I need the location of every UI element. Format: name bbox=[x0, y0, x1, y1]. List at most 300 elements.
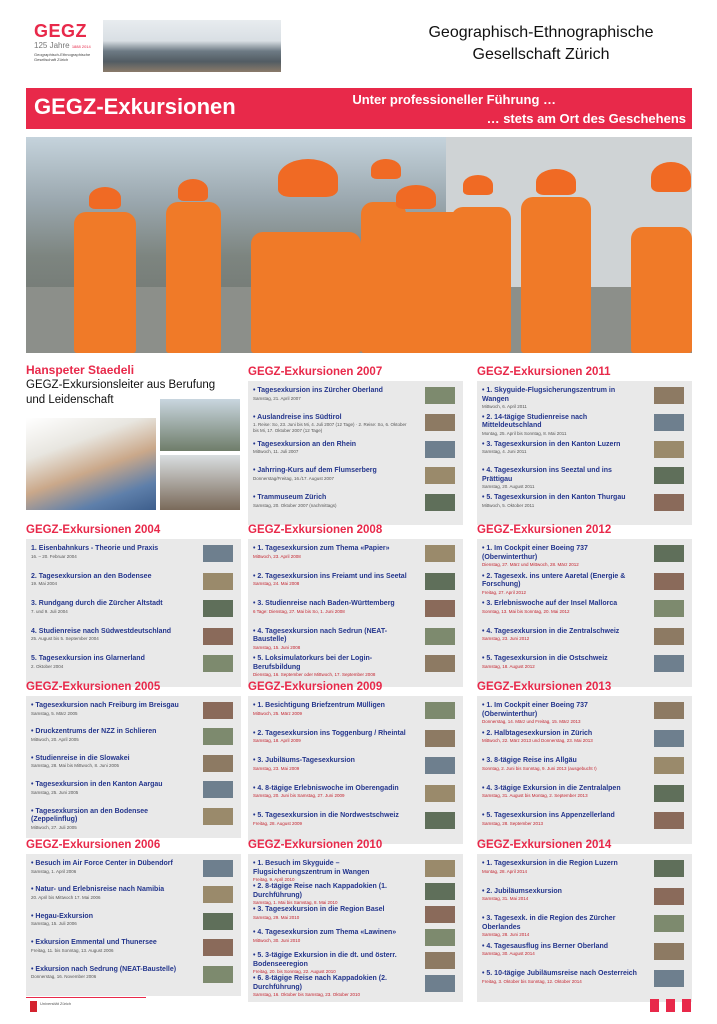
block-title: GEGZ-Exkursionen 2010 bbox=[248, 839, 383, 851]
excursion-block bbox=[26, 838, 241, 980]
excursion-title: • 2. 8-tägige Reise nach Kappadokien (1. Durchführung) bbox=[253, 883, 387, 899]
excursion-item bbox=[31, 913, 191, 927]
excursion-item bbox=[253, 600, 413, 614]
staff-portrait-image bbox=[26, 418, 156, 510]
tagline-2: … stets am Ort des Geschehens bbox=[486, 111, 686, 126]
excursion-thumbnail bbox=[654, 943, 684, 960]
excursion-list-panel bbox=[26, 854, 241, 996]
helmet-icon bbox=[371, 159, 401, 179]
logo-anniversary-text: 125 Jahre bbox=[34, 41, 70, 50]
excursion-date: 1. Reise: So, 23. Juni bis Mi, 4. Juli 2007 (12 Tage) · 2. Reise: So, 6. Oktober bis Mi, 17. Oktober 2007 (12 Tage) bbox=[253, 422, 407, 433]
excursion-thumbnail bbox=[654, 970, 684, 987]
excursion-block bbox=[248, 523, 463, 678]
decor-square-icon bbox=[666, 999, 675, 1012]
logo-years: 1888 2014 bbox=[71, 44, 91, 49]
excursion-list-panel bbox=[248, 854, 463, 1002]
excursion-date: Samstag, 15. Juli 2006 bbox=[31, 921, 77, 927]
excursion-item bbox=[253, 545, 413, 559]
excursion-block bbox=[26, 523, 241, 669]
excursion-item bbox=[482, 730, 642, 744]
excursion-title: • 5. 3-tägige Exkursion in die dt. und österr. Bodenseeregion bbox=[253, 952, 397, 968]
excursion-item bbox=[31, 808, 191, 831]
excursion-title: • 4. Tagesausflug ins Berner Oberland bbox=[482, 942, 609, 950]
block-title: GEGZ-Exkursionen 2014 bbox=[477, 839, 612, 851]
helmet-icon bbox=[651, 162, 691, 192]
excursion-date: Samstag, 4. Juni 2011 bbox=[482, 449, 527, 455]
excursion-date: Donnerstag, 14. März und Freitag, 15. März 2013 bbox=[482, 719, 581, 724]
excursion-block bbox=[477, 523, 692, 669]
excursion-title: • 1. Tagesexkursion zum Thema «Papier» bbox=[253, 545, 390, 552]
excursion-date: Samstag, 30. August 2014 bbox=[482, 951, 535, 957]
organization-name bbox=[391, 22, 691, 66]
excursion-item bbox=[482, 387, 642, 410]
excursion-date: Samstag, 20. Oktober 2007 (nachmittags) bbox=[253, 502, 337, 508]
excursion-title: • 3. Tagesexkursion in die Region Basel bbox=[253, 906, 385, 913]
staff-name: Hanspeter Staedeli bbox=[26, 363, 135, 377]
decor-square-icon bbox=[682, 999, 691, 1012]
excursion-title: 2. Tagesexkursion an den Bodensee bbox=[31, 572, 152, 580]
excursion-item bbox=[253, 757, 413, 771]
excursion-title: • 5. Loksimulatorkurs bei der Login-Berufsbildung bbox=[253, 655, 373, 671]
excursion-title: • 2. Tagesexkursion ins Toggenburg / Rheintal bbox=[253, 729, 406, 737]
excursion-title: • 1. Im Cockpit einer Boeing 737 (Oberwinterthur) bbox=[482, 545, 588, 561]
excursion-item bbox=[253, 975, 413, 998]
excursion-item bbox=[253, 883, 413, 906]
excursion-title: • Studienreise in die Slowakei bbox=[31, 754, 130, 762]
excursion-thumbnail bbox=[203, 702, 233, 719]
block-title: GEGZ-Exkursionen 2004 bbox=[26, 524, 161, 536]
excursion-thumbnail bbox=[654, 757, 684, 774]
header bbox=[0, 0, 717, 86]
excursion-item bbox=[253, 906, 413, 920]
excursion-date: 25. August bis 5. September 2004 bbox=[31, 636, 99, 642]
excursion-date: Samstag, 25. Juni 2005 bbox=[31, 789, 79, 795]
excursion-item bbox=[482, 970, 642, 984]
excursion-item bbox=[253, 655, 413, 678]
excursion-item bbox=[253, 467, 413, 481]
excursion-date: Dienstag, 16. September oder Mittwoch, 17. September 2008 bbox=[253, 672, 376, 678]
logo-anniversary bbox=[34, 41, 98, 52]
excursion-item bbox=[482, 494, 642, 508]
excursion-title: • 3. Tagesexk. in die Region des Zürcher Oberlandes bbox=[482, 915, 616, 931]
excursion-item bbox=[253, 952, 413, 975]
excursion-date: Samstag, 1. April 2006 bbox=[31, 868, 77, 874]
excursion-thumbnail bbox=[654, 545, 684, 562]
excursion-item bbox=[31, 781, 191, 795]
excursion-thumbnail bbox=[425, 757, 455, 774]
excursion-list-panel bbox=[26, 539, 241, 687]
excursion-date: Mittwoch, 30. Juni 2010 bbox=[253, 937, 301, 943]
excursion-item bbox=[31, 755, 191, 769]
excursion-date: 19. Mai 2004 bbox=[31, 581, 58, 587]
excursion-date: Samstag, 20. Juni bis Samstag, 27. Juni 2009 bbox=[253, 793, 345, 799]
excursion-title: • 6. 8-tägige Reise nach Kappadokien (2. Durchführung) bbox=[253, 975, 387, 991]
logo-org: Geographisch-Ethnographische Gesellschaft Zürich bbox=[34, 52, 91, 62]
person bbox=[251, 232, 361, 353]
excursion-thumbnail bbox=[203, 728, 233, 745]
excursion-block bbox=[248, 838, 463, 997]
excursion-list-panel bbox=[477, 381, 692, 525]
excursion-item bbox=[482, 600, 642, 614]
excursion-item bbox=[482, 467, 642, 490]
excursion-title: • Tagesexkursion an den Rhein bbox=[253, 440, 357, 448]
excursion-thumbnail bbox=[425, 702, 455, 719]
excursion-thumbnail bbox=[425, 655, 455, 672]
excursion-list-panel bbox=[248, 539, 463, 687]
excursion-thumbnail bbox=[203, 755, 233, 772]
title-banner bbox=[26, 88, 692, 129]
excursion-date: Donnerstag/Freitag, 16./17. August 2007 bbox=[253, 475, 335, 481]
excursion-thumbnail bbox=[654, 441, 684, 458]
excursion-item bbox=[482, 545, 642, 568]
excursion-date: Samstag, 20. August 2011 bbox=[482, 484, 535, 490]
excursion-title: • 1. Tagesexkursion in die Region Luzern bbox=[482, 860, 618, 867]
excursion-list-panel bbox=[477, 696, 692, 844]
excursion-thumbnail bbox=[203, 886, 233, 903]
excursion-date: Samstag, 16. Oktober bis Samstag, 23. Oktober 2010 bbox=[253, 992, 361, 997]
excursion-thumbnail bbox=[654, 655, 684, 672]
excursion-title: • 5. Tagesexkursion in den Kanton Thurgau bbox=[482, 494, 626, 502]
gegz-logo bbox=[34, 22, 98, 68]
city-panorama-image bbox=[103, 20, 281, 72]
excursion-item bbox=[31, 600, 191, 614]
excursion-thumbnail bbox=[654, 414, 684, 431]
excursion-title: • 1. Besichtigung Briefzentrum Mülligen bbox=[253, 702, 385, 709]
block-title: GEGZ-Exkursionen 2006 bbox=[26, 839, 161, 851]
excursion-thumbnail bbox=[425, 600, 455, 617]
excursion-title: • Tagesexkursion an den Bodensee (Zeppelinflug) bbox=[31, 807, 149, 824]
excursion-title: • 3. 8-tägige Reise ins Allgäu bbox=[482, 757, 577, 765]
excursion-thumbnail bbox=[654, 573, 684, 590]
excursion-title: • Druckzentrums der NZZ in Schlieren bbox=[31, 728, 157, 736]
excursion-date: Mittwoch, 5. Oktober 2011 bbox=[482, 502, 535, 508]
excursion-date: Mittwoch, 20. April 2005 bbox=[31, 736, 79, 742]
excursion-date: Samstag, 21. April 2007 bbox=[253, 395, 301, 401]
excursion-date: Freitag, 9. April 2010 bbox=[253, 877, 295, 882]
excursion-thumbnail bbox=[654, 628, 684, 645]
excursion-title: • 4. Tagesexkursion nach Sedrun (NEAT-Baustelle) bbox=[253, 627, 388, 644]
excursion-item bbox=[253, 785, 413, 799]
tagline-1: Unter professioneller Führung … bbox=[352, 92, 556, 107]
excursion-thumbnail bbox=[425, 467, 455, 484]
excursion-date: 20. April bis Mittwoch 17. Mai 2006 bbox=[31, 894, 101, 900]
excursion-title: • 5. Tagesexkursion ins Appenzellerland bbox=[482, 812, 615, 820]
staff-role-1: GEGZ-Exkursionsleiter aus Berufung bbox=[26, 379, 216, 391]
university-logo-icon bbox=[30, 1001, 37, 1012]
excursion-item bbox=[482, 414, 642, 437]
excursion-item bbox=[253, 494, 413, 508]
excursion-date: 7. und 9. Juli 2004 bbox=[31, 608, 68, 614]
block-title: GEGZ-Exkursionen 2007 bbox=[248, 366, 383, 378]
excursion-title: • 4. Tagesexkursion in die Zentralschweiz bbox=[482, 627, 620, 635]
excursion-date: Mittwoch, 27. Juli 2005 bbox=[31, 824, 77, 830]
excursion-title: 5. Tagesexkursion ins Glarnerland bbox=[31, 655, 145, 663]
person bbox=[521, 197, 591, 353]
excursion-date: 6 Tage: Dienstag, 27. Mai bis So, 1. Juni 2008 bbox=[253, 608, 345, 614]
excursion-item bbox=[31, 545, 191, 559]
block-title: GEGZ-Exkursionen 2008 bbox=[248, 524, 383, 536]
excursion-thumbnail bbox=[203, 600, 233, 617]
excursion-thumbnail bbox=[654, 600, 684, 617]
person bbox=[451, 207, 511, 353]
excursion-thumbnail bbox=[203, 913, 233, 930]
excursion-thumbnail bbox=[203, 860, 233, 877]
excursion-title: 3. Rundgang durch die Zürcher Altstadt bbox=[31, 600, 163, 608]
excursion-item bbox=[31, 628, 191, 642]
excursion-title: • 5. Tagesexkursion in die Ostschweiz bbox=[482, 655, 608, 663]
excursion-date: Samstag, 31. Mai 2014 bbox=[482, 896, 529, 902]
excursion-date: Freitag, 3. Oktober bis Sonntag, 12. Oktober 2014 bbox=[482, 978, 582, 984]
footer-divider bbox=[26, 997, 146, 998]
excursion-item bbox=[31, 655, 191, 669]
excursion-list-panel bbox=[248, 696, 463, 844]
excursion-block bbox=[477, 365, 692, 508]
excursion-thumbnail bbox=[654, 702, 684, 719]
excursion-thumbnail bbox=[203, 939, 233, 956]
excursion-title: • 4. Tagesexkursion ins Seeztal und ins Prättigau bbox=[482, 467, 612, 483]
excursion-item bbox=[31, 702, 191, 716]
staff-role-2: und Leidenschaft bbox=[26, 394, 114, 406]
excursion-thumbnail bbox=[203, 655, 233, 672]
excursion-title: • 1. Skyguide-Flugsicherungszentrum in Wangen bbox=[482, 387, 616, 403]
excursion-thumbnail bbox=[203, 573, 233, 590]
block-title: GEGZ-Exkursionen 2005 bbox=[26, 681, 161, 693]
excursion-title: • Natur- und Erlebnisreise nach Namibia bbox=[31, 886, 165, 894]
helmet-icon bbox=[463, 175, 493, 195]
excursion-date: Samstag, 28. September 2013 bbox=[482, 820, 544, 826]
person bbox=[74, 212, 136, 353]
excursion-thumbnail bbox=[425, 906, 455, 923]
excursion-item bbox=[482, 860, 642, 874]
helmet-icon bbox=[536, 169, 576, 195]
excursion-thumbnail bbox=[425, 883, 455, 900]
excursion-title: • 3. Tagesexkursion in den Kanton Luzern bbox=[482, 440, 621, 448]
banner-tagline bbox=[352, 90, 686, 128]
excursion-title: • 4. 3-tägige Exkursion in die Zentralalpen bbox=[482, 784, 621, 792]
excursion-item bbox=[31, 886, 191, 900]
excursion-title: • Exkursion Emmental und Thunersee bbox=[31, 939, 157, 947]
excursion-item bbox=[253, 812, 413, 826]
excursion-thumbnail bbox=[654, 494, 684, 511]
person bbox=[631, 227, 692, 353]
excursion-date: Samstag, 18. April 2009 bbox=[253, 738, 301, 744]
excursion-thumbnail bbox=[654, 812, 684, 829]
excursion-date: Mittwoch, 25. März 2009 bbox=[253, 710, 303, 716]
banner-title: GEGZ-Exkursionen bbox=[34, 94, 236, 119]
excursion-item bbox=[31, 939, 191, 953]
excursion-date: Dienstag, 27. März und Mittwoch, 28. März 2012 bbox=[482, 562, 579, 567]
excursion-date: Samstag, 28. Juni 2014 bbox=[482, 932, 530, 938]
excursion-title: • 2. Halbtagesexkursion in Zürich bbox=[482, 729, 593, 737]
excursion-date: 2. Oktober 2004 bbox=[31, 663, 64, 669]
excursion-title: • 5. Tagesexkursion in die Nordwestschweiz bbox=[253, 812, 399, 820]
excursion-list-panel bbox=[26, 696, 241, 838]
org-line-1: Geographisch-Ethnographische bbox=[428, 24, 654, 41]
excursion-title: • Tagesexkursion ins Zürcher Oberland bbox=[253, 387, 383, 394]
excursion-title: 1. Eisenbahnkurs - Theorie und Praxis bbox=[31, 545, 159, 552]
excursion-title: • Jahrring-Kurs auf dem Flumserberg bbox=[253, 467, 377, 475]
excursion-thumbnail bbox=[425, 545, 455, 562]
excursion-item bbox=[482, 943, 642, 957]
excursion-thumbnail bbox=[425, 573, 455, 590]
excursion-item bbox=[253, 628, 413, 651]
block-title: GEGZ-Exkursionen 2012 bbox=[477, 524, 612, 536]
excursion-thumbnail bbox=[654, 915, 684, 932]
excursion-thumbnail bbox=[425, 929, 455, 946]
excursion-item bbox=[482, 915, 642, 938]
logo-text: GEGZ bbox=[34, 21, 88, 41]
excursion-date: Samstag, 23. Mai 2009 bbox=[253, 765, 300, 771]
excursion-date: Sonntag, 13. Mai bis Sonntag, 20. Mai 2012 bbox=[482, 608, 570, 614]
excursion-title: • 2. Jubiläumsexkursion bbox=[482, 887, 562, 895]
excursion-block bbox=[248, 680, 463, 826]
excursion-item bbox=[253, 441, 413, 455]
excursion-thumbnail bbox=[425, 785, 455, 802]
excursion-item bbox=[482, 573, 642, 596]
excursion-thumbnail bbox=[654, 860, 684, 877]
excursion-date: Montag, 25. April bis Sonntag, 8. Mai 2011 bbox=[482, 430, 567, 436]
excursion-list-panel bbox=[477, 854, 692, 1002]
excursion-thumbnail bbox=[654, 730, 684, 747]
excursion-title: • 3. Erlebniswoche auf der Insel Mallorca bbox=[482, 600, 618, 608]
helmet-icon bbox=[278, 159, 338, 197]
excursion-title: • 4. 8-tägige Erlebniswoche im Oberengadin bbox=[253, 784, 399, 792]
helmet-icon bbox=[396, 185, 436, 209]
group-photo bbox=[26, 137, 692, 353]
excursion-title: • 2. 14-tägige Studienreise nach Mitteldeutschland bbox=[482, 413, 588, 430]
excursion-thumbnail bbox=[203, 966, 233, 983]
excursion-item bbox=[253, 702, 413, 716]
excursion-date: Mittwoch, 6. April 2011 bbox=[482, 404, 527, 409]
excursion-thumbnail bbox=[654, 387, 684, 404]
excursion-thumbnail bbox=[654, 888, 684, 905]
excursion-item bbox=[482, 888, 642, 902]
excursion-thumbnail bbox=[425, 441, 455, 458]
excursion-item bbox=[482, 702, 642, 725]
excursion-date: Freitag, 20. bis Sonntag, 22. August 2010 bbox=[253, 969, 336, 974]
excursion-date: Samstag, 24. Mai 2008 bbox=[253, 581, 300, 587]
excursion-title: • 4. Tagesexkursion zum Thema «Lawinen» bbox=[253, 929, 397, 936]
excursion-date: Samstag, 31. August bis Montag, 2. September 2013 bbox=[482, 793, 588, 799]
excursion-title: • 3. Studienreise nach Baden-Württemberg bbox=[253, 600, 395, 608]
org-line-2: Gesellschaft Zürich bbox=[472, 46, 610, 63]
excursion-title: • 2. Tagesexkursion ins Freiamt und ins Seetal bbox=[253, 572, 407, 580]
excursion-title: • 3. Jubiläums-Tagesexkursion bbox=[253, 757, 355, 765]
excursion-item bbox=[482, 785, 642, 799]
excursion-thumbnail bbox=[425, 387, 455, 404]
excursion-title: • 2. Tagesexk. ins untere Aaretal (Energie & Forschung) bbox=[482, 572, 626, 589]
helmet-icon bbox=[89, 187, 121, 209]
excursion-block bbox=[477, 838, 692, 984]
staff-photo-event bbox=[160, 455, 240, 510]
excursion-title: • Tagesexkursion in den Kanton Aargau bbox=[31, 781, 163, 789]
excursion-title: • 1. Besuch im Skyguide – Flugsicherungszentrum in Wangen bbox=[253, 860, 370, 876]
excursion-date: Montag, 28. April 2014 bbox=[482, 868, 528, 874]
excursion-item bbox=[482, 812, 642, 826]
excursion-item bbox=[253, 387, 413, 401]
decor-square-icon bbox=[650, 999, 659, 1012]
excursion-item bbox=[253, 730, 413, 744]
block-title: GEGZ-Exkursionen 2011 bbox=[477, 366, 611, 378]
excursion-title: • Exkursion nach Sedrung (NEAT-Baustelle) bbox=[31, 965, 177, 973]
staff-photo-group bbox=[160, 399, 240, 451]
excursion-date: Samstag, 15. Juni 2008 bbox=[253, 644, 301, 650]
excursion-title: 4. Studienreise nach Südwestdeutschland bbox=[31, 627, 172, 635]
excursion-item bbox=[482, 757, 642, 771]
excursion-title: • 5. 10-tägige Jubiläumsreise nach Oesterreich bbox=[482, 970, 637, 978]
excursion-thumbnail bbox=[203, 628, 233, 645]
excursion-date: Mittwoch, 23. April 2008 bbox=[253, 553, 301, 559]
excursion-date: Freitag, 28. August 2009 bbox=[253, 820, 303, 826]
excursion-date: Samstag, 29. Mai 2010 bbox=[253, 914, 300, 920]
excursion-thumbnail bbox=[425, 860, 455, 877]
excursion-date: Samstag, 28. Mai bis Mittwoch, 8. Juni 2005 bbox=[31, 763, 120, 769]
excursion-date: Samstag, 1. Mai bis Samstag, 8. Mai 2010 bbox=[253, 900, 338, 905]
excursion-thumbnail bbox=[425, 952, 455, 969]
excursion-item bbox=[482, 628, 642, 642]
excursion-date: Samstag, 5. März 2005 bbox=[31, 710, 78, 716]
excursion-item bbox=[253, 573, 413, 587]
block-title: GEGZ-Exkursionen 2009 bbox=[248, 681, 383, 693]
excursion-block bbox=[248, 365, 463, 508]
excursion-date: Donnerstag, 16. November 2006 bbox=[31, 974, 97, 980]
excursion-item bbox=[31, 728, 191, 742]
excursion-date: Freitag, 11. bis Sonntag, 13. August 2006 bbox=[31, 947, 114, 953]
excursion-title: • Tagesexkursion nach Freiburg im Breisgau bbox=[31, 702, 179, 709]
excursion-item bbox=[253, 414, 413, 434]
excursion-thumbnail bbox=[203, 781, 233, 798]
excursion-title: • Auslandreise ins Südtirol bbox=[253, 413, 342, 421]
excursion-item bbox=[31, 860, 191, 874]
excursion-date: Mittwoch, 22. März 2013 und Donnerstag, 23. Mai 2013 bbox=[482, 738, 593, 744]
excursion-thumbnail bbox=[654, 467, 684, 484]
excursion-item bbox=[482, 655, 642, 669]
excursion-item bbox=[253, 860, 413, 883]
excursion-item bbox=[253, 929, 413, 943]
excursion-title: • 1. Im Cockpit einer Boeing 737 (Oberwinterthur) bbox=[482, 702, 588, 718]
excursion-date: 16. – 20. Februar 2004 bbox=[31, 553, 77, 559]
excursion-date: Samstag, 18. August 2012 bbox=[482, 663, 535, 669]
excursion-thumbnail bbox=[425, 628, 455, 645]
excursion-thumbnail bbox=[654, 785, 684, 802]
excursion-date: Freitag, 27. April 2012 bbox=[482, 589, 527, 595]
excursion-date: Samstag, 23. Juni 2012 bbox=[482, 636, 530, 642]
person bbox=[166, 202, 221, 353]
excursion-item bbox=[31, 966, 191, 980]
excursion-thumbnail bbox=[203, 808, 233, 825]
excursion-thumbnail bbox=[425, 494, 455, 511]
excursion-title: • Trammuseum Zürich bbox=[253, 494, 327, 502]
helmet-icon bbox=[178, 179, 208, 201]
excursion-date: Sonntag, 2. Juni bis Sonntag, 9. Juni 2013 (ausgebucht !) bbox=[482, 765, 597, 771]
excursion-block bbox=[26, 680, 241, 830]
excursion-thumbnail bbox=[203, 545, 233, 562]
excursion-list-panel bbox=[477, 539, 692, 687]
excursion-title: • Besuch im Air Force Center in Dübendorf bbox=[31, 860, 173, 867]
excursion-thumbnail bbox=[425, 414, 455, 431]
excursion-list-panel bbox=[248, 381, 463, 525]
excursion-title: • Hegau-Exkursion bbox=[31, 912, 93, 920]
excursion-item bbox=[31, 573, 191, 587]
excursion-thumbnail bbox=[425, 975, 455, 992]
university-name: Universität Zürich bbox=[40, 1001, 72, 1006]
excursion-block bbox=[477, 680, 692, 826]
excursion-thumbnail bbox=[425, 812, 455, 829]
block-title: GEGZ-Exkursionen 2013 bbox=[477, 681, 612, 693]
excursion-item bbox=[482, 441, 642, 455]
excursion-thumbnail bbox=[425, 730, 455, 747]
excursion-date: Mittwoch, 11. Juli 2007 bbox=[253, 449, 299, 455]
